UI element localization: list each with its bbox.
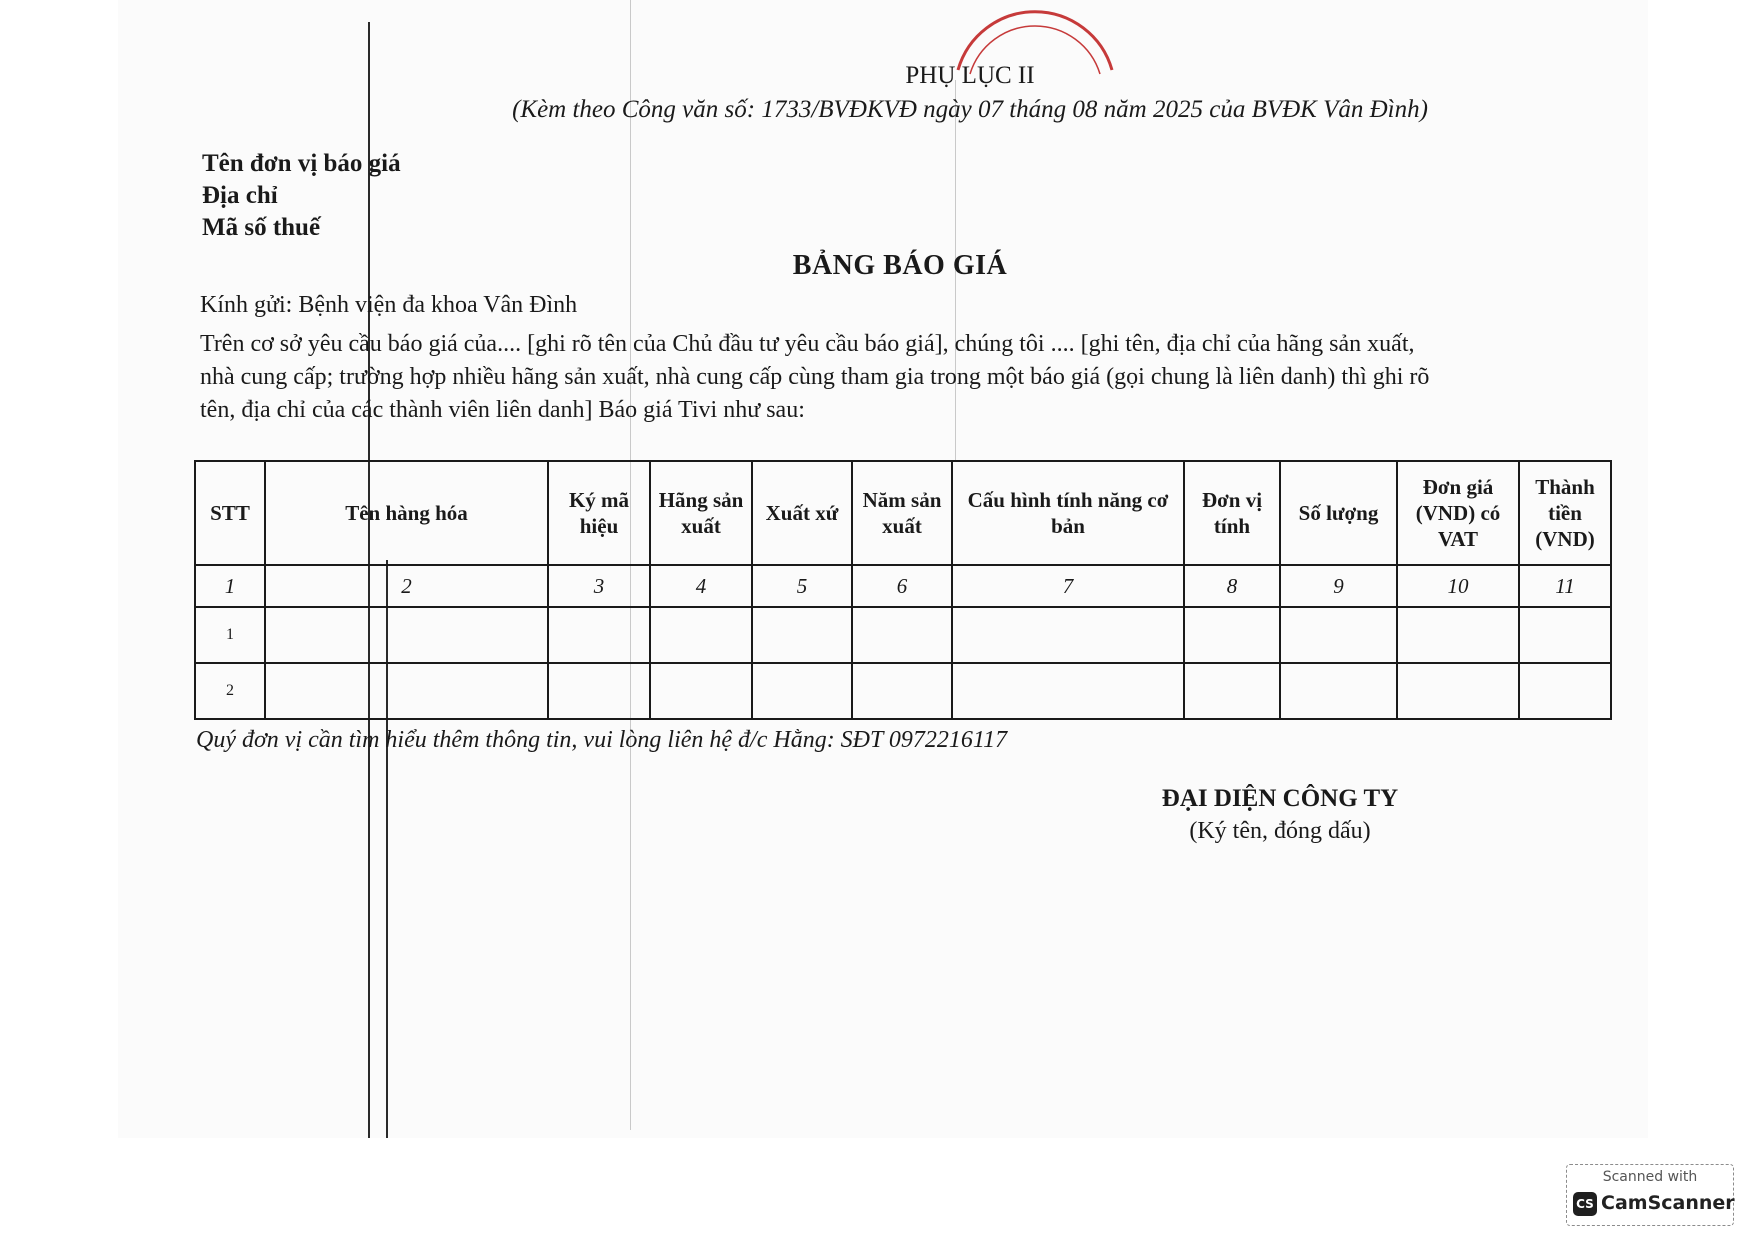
col-header-quantity: Số lượng bbox=[1280, 461, 1397, 565]
table-cell bbox=[852, 607, 952, 663]
column-number: 6 bbox=[852, 565, 952, 607]
column-number: 11 bbox=[1519, 565, 1611, 607]
column-number: 3 bbox=[548, 565, 650, 607]
column-number: 2 bbox=[265, 565, 548, 607]
table-cell bbox=[1397, 607, 1519, 663]
signature-note: (Ký tên, đóng dấu) bbox=[1189, 818, 1371, 844]
table-cell bbox=[752, 663, 852, 719]
col-header-manufacturer: Hãng sản xuất bbox=[650, 461, 752, 565]
watermark-brand: CamScanner bbox=[1601, 1192, 1735, 1214]
column-number: 5 bbox=[752, 565, 852, 607]
col-header-unit: Đơn vị tính bbox=[1184, 461, 1280, 565]
column-number: 1 bbox=[195, 565, 265, 607]
document-title: BẢNG BÁO GIÁ bbox=[792, 250, 1008, 281]
col-header-item-name: Tên hàng hóa bbox=[265, 461, 548, 565]
table-cell bbox=[1280, 663, 1397, 719]
address-label: Địa chỉ bbox=[202, 182, 278, 209]
intro-line-1: Trên cơ sở yêu cầu báo giá của.... [ghi rõ tên của Chủ đầu tư yêu cầu báo giá], chúng tôi .... [ghi tên, địa chỉ của hãng sản xuất, bbox=[200, 331, 1415, 357]
column-number: 7 bbox=[952, 565, 1184, 607]
representative-title: ĐẠI DIỆN CÔNG TY bbox=[1161, 785, 1399, 812]
intro-line-3: tên, địa chỉ của các thành viên liên danh] Báo giá Tivi như sau: bbox=[200, 397, 805, 423]
contact-note: Quý đơn vị cần tìm hiểu thêm thông tin, vui lòng liên hệ đ/c Hằng: SĐT 0972216117 bbox=[196, 727, 1008, 753]
table-cell bbox=[1519, 607, 1611, 663]
col-header-total: Thành tiền (VND) bbox=[1519, 461, 1611, 565]
intro-line-2: nhà cung cấp; trường hợp nhiều hãng sản xuất, nhà cung cấp cùng tham gia trong một báo giá (gọi chung là liên danh) thì ghi rõ bbox=[200, 364, 1430, 390]
column-number: 4 bbox=[650, 565, 752, 607]
col-header-stt: STT bbox=[195, 461, 265, 565]
col-header-year: Năm sản xuất bbox=[852, 461, 952, 565]
table-cell bbox=[265, 607, 548, 663]
table-cell bbox=[548, 663, 650, 719]
table-row bbox=[195, 663, 1611, 719]
tax-code-label: Mã số thuế bbox=[202, 214, 321, 241]
quote-table bbox=[194, 460, 1612, 720]
column-number: 8 bbox=[1184, 565, 1280, 607]
camscanner-watermark bbox=[1566, 1164, 1734, 1226]
col-header-configuration: Cấu hình tính năng cơ bản bbox=[952, 461, 1184, 565]
table-cell bbox=[1184, 663, 1280, 719]
table-cell bbox=[650, 663, 752, 719]
table-cell bbox=[1397, 663, 1519, 719]
table-cell bbox=[1519, 663, 1611, 719]
table-cell bbox=[265, 663, 548, 719]
unit-name-label: Tên đơn vị báo giá bbox=[202, 150, 401, 177]
table-cell bbox=[952, 607, 1184, 663]
recipient-line: Kính gửi: Bệnh viện đa khoa Vân Đình bbox=[200, 292, 578, 318]
table-cell bbox=[752, 607, 852, 663]
table-cell bbox=[650, 607, 752, 663]
row-stt: 1 bbox=[195, 607, 265, 663]
table-cell bbox=[1280, 607, 1397, 663]
col-header-origin: Xuất xứ bbox=[752, 461, 852, 565]
column-number-row bbox=[195, 565, 1611, 607]
table-cell bbox=[548, 607, 650, 663]
appendix-title: PHỤ LỤC II bbox=[905, 62, 1035, 89]
table-cell bbox=[952, 663, 1184, 719]
camscanner-logo-icon: CS bbox=[1573, 1192, 1597, 1216]
column-number: 9 bbox=[1280, 565, 1397, 607]
table-cell bbox=[1184, 607, 1280, 663]
col-header-unit-price: Đơn giá (VND) có VAT bbox=[1397, 461, 1519, 565]
appendix-note: (Kèm theo Công văn số: 1733/BVĐKVĐ ngày 07 tháng 08 năm 2025 của BVĐK Vân Đình) bbox=[512, 96, 1428, 123]
table-row bbox=[195, 607, 1611, 663]
column-number: 10 bbox=[1397, 565, 1519, 607]
col-header-model: Ký mã hiệu bbox=[548, 461, 650, 565]
row-stt: 2 bbox=[195, 663, 265, 719]
table-header-row bbox=[195, 461, 1611, 565]
table-cell bbox=[852, 663, 952, 719]
watermark-caption: Scanned with bbox=[1602, 1169, 1698, 1185]
